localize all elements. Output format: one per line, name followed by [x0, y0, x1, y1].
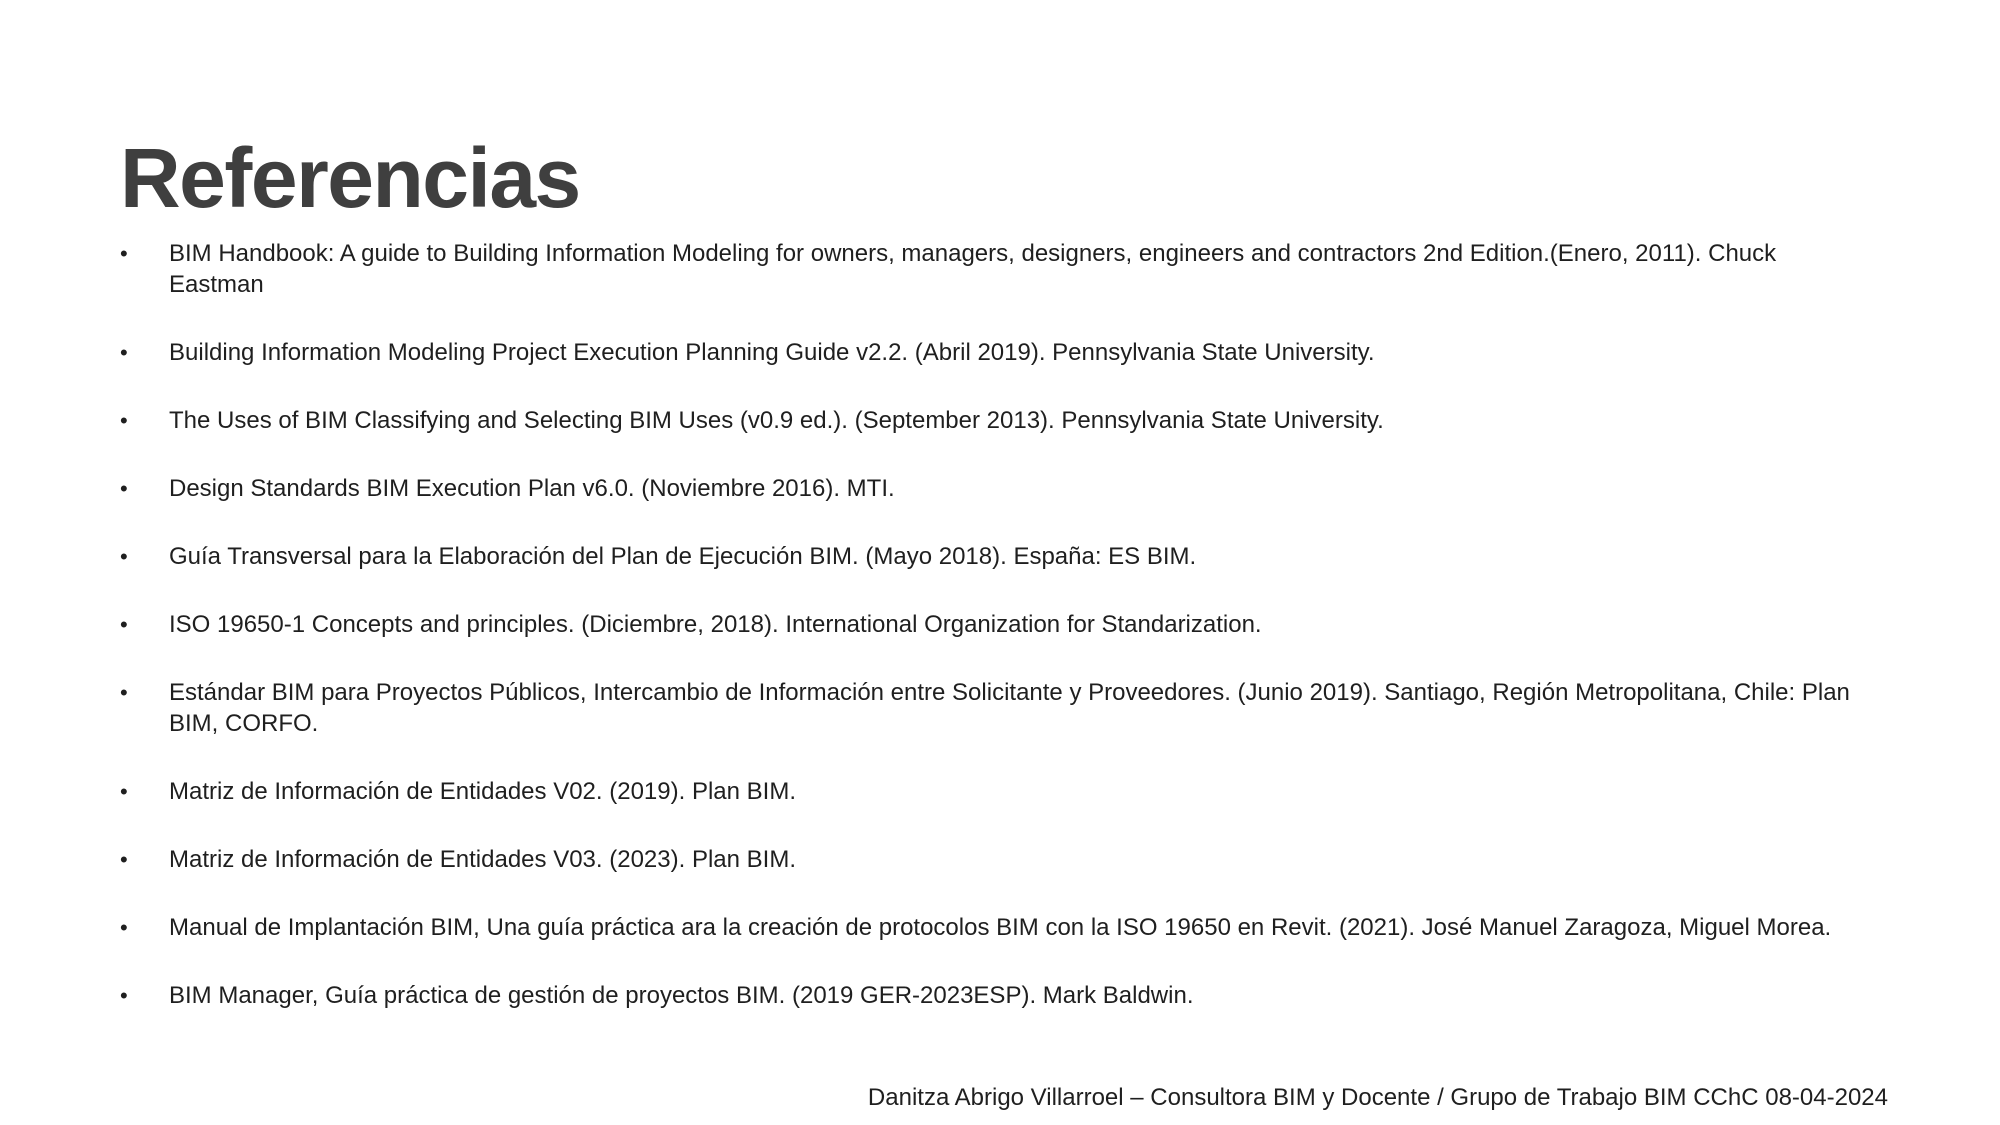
bullet-icon: •	[120, 915, 128, 940]
bullet-icon: •	[120, 779, 128, 804]
bullet-icon: •	[120, 544, 128, 569]
reference-text: Estándar BIM para Proyectos Públicos, Intercambio de Información entre Solicitante y Proveedores. (Junio 2019). Santiago, Región Metropolitana, Chile: Plan BIM, CORFO.	[169, 679, 1850, 737]
bullet-icon: •	[120, 408, 128, 433]
reference-item	[120, 844, 1860, 875]
reference-item	[120, 337, 1860, 368]
bullet-icon: •	[120, 340, 128, 365]
reference-item	[120, 677, 1860, 739]
reference-text: Matriz de Información de Entidades V03. (2023). Plan BIM.	[169, 846, 796, 873]
bullet-icon: •	[120, 241, 128, 266]
bullet-icon: •	[120, 847, 128, 872]
reference-item	[120, 405, 1860, 436]
reference-item	[120, 912, 1860, 943]
slide-title: Referencias	[120, 131, 580, 225]
reference-text: Building Information Modeling Project Execution Planning Guide v2.2. (Abril 2019). Pennsylvania State University.	[169, 339, 1375, 366]
reference-item	[120, 473, 1860, 504]
bullet-icon: •	[120, 983, 128, 1008]
reference-text: Design Standards BIM Execution Plan v6.0. (Noviembre 2016). MTI.	[169, 475, 895, 502]
reference-item	[120, 609, 1860, 640]
slide-footer: Danitza Abrigo Villarroel – Consultora BIM y Docente / Grupo de Trabajo BIM CChC 08-04-2024	[867, 1084, 1888, 1111]
reference-list	[120, 238, 1860, 1048]
reference-text: Guía Transversal para la Elaboración del Plan de Ejecución BIM. (Mayo 2018). España: ES BIM.	[169, 543, 1197, 570]
reference-text: BIM Handbook: A guide to Building Information Modeling for owners, managers, designers, engineers and contractors 2nd Edition.(Enero, 2011). Chuck Eastman	[169, 240, 1777, 298]
reference-item	[120, 776, 1860, 807]
reference-text: BIM Manager, Guía práctica de gestión de proyectos BIM. (2019 GER-2023ESP). Mark Baldwin.	[169, 982, 1194, 1009]
bullet-icon: •	[120, 680, 128, 705]
reference-item	[120, 541, 1860, 572]
bullet-icon: •	[120, 476, 128, 501]
reference-item	[120, 980, 1860, 1011]
reference-text: The Uses of BIM Classifying and Selecting BIM Uses (v0.9 ed.). (September 2013). Pennsylvania State University.	[169, 407, 1384, 434]
reference-text: Manual de Implantación BIM, Una guía práctica ara la creación de protocolos BIM con la ISO 19650 en Revit. (2021). José Manuel Zaragoza, Miguel Morea.	[169, 914, 1832, 941]
reference-text: Matriz de Información de Entidades V02. (2019). Plan BIM.	[169, 778, 796, 805]
reference-item	[120, 238, 1860, 300]
bullet-icon: •	[120, 612, 128, 637]
reference-text: ISO 19650-1 Concepts and principles. (Diciembre, 2018). International Organization for Standarization.	[169, 611, 1262, 638]
